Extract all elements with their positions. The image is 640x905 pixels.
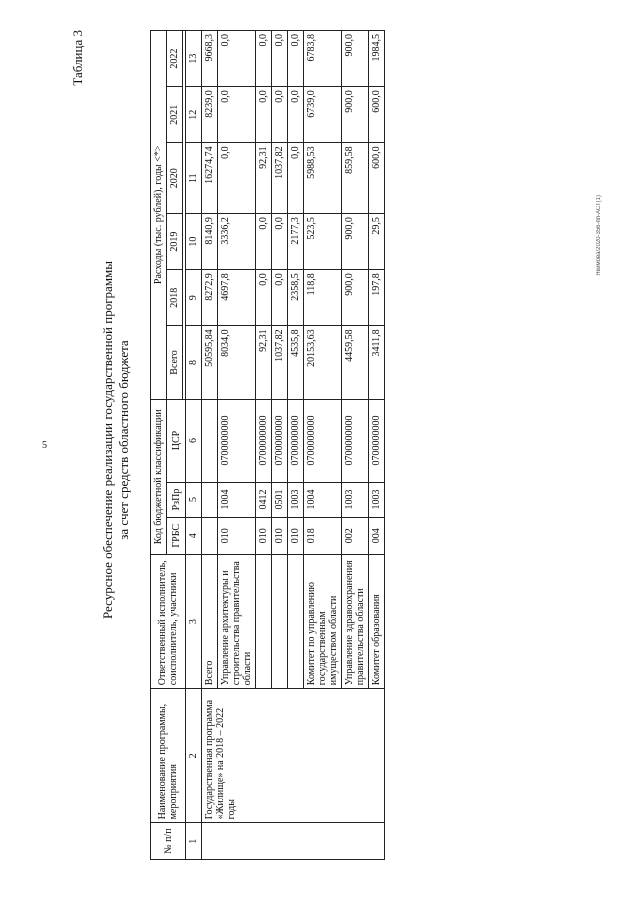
total-cell: 4459,58 [342,326,369,399]
table-label: Таблица 3 [70,30,85,86]
y2018-cell: 2358,5 [288,270,304,326]
col-number: 8 [186,326,202,399]
csr-cell: 0700000000 [369,399,385,482]
csr-cell: 0700000000 [304,399,342,482]
col-number: 13 [186,31,202,87]
header-responsible: Ответственный исполнитель, соисполнитель, участники [151,555,186,689]
y2018-cell: 118,8 [304,270,342,326]
y2019-cell: 0,0 [272,214,288,270]
grbs-cell: 004 [369,517,385,554]
responsible-cell [288,555,304,689]
y2018-cell: 8272,9 [202,270,218,326]
total-cell: 4535,8 [288,326,304,399]
grbs-cell: 002 [342,517,369,554]
col-number: 11 [186,143,202,214]
y2021-cell: 8239,0 [202,87,218,143]
csr-cell: 0700000000 [218,399,256,482]
rzpr-cell: 1003 [342,482,369,517]
header-expenses: Расходы (тыс. рублей), годы <*> [151,31,167,400]
responsible-cell: Всего [202,555,218,689]
y2020-cell: 16274,74 [202,143,218,214]
rzpr-cell: 0412 [256,482,272,517]
row-num-cell [202,823,385,860]
resource-table [150,30,385,860]
col-number: 9 [186,270,202,326]
column-number-row [186,31,202,860]
y2022-cell: 6783,8 [304,31,342,87]
y2019-cell: 2177,3 [288,214,304,270]
header-num: № п/п [151,823,186,860]
table-row [202,31,218,860]
y2020-cell: 859,58 [342,143,369,214]
y2020-cell: 0,0 [218,143,256,214]
responsible-cell [256,555,272,689]
title-line-2: за счет средств областного бюджета [116,340,131,540]
responsible-cell: Комитет образования [369,555,385,689]
rzpr-cell: 1003 [369,482,385,517]
y2019-cell: 29,5 [369,214,385,270]
y2020-cell: 1037,82 [272,143,288,214]
y2022-cell: 0,0 [256,31,272,87]
rzpr-cell: 1004 [218,482,256,517]
total-cell: 50595,84 [202,326,218,399]
y2021-cell: 0,0 [218,87,256,143]
y2019-cell: 3336,2 [218,214,256,270]
responsible-cell: Комитет по управлению государственным имуществом области [304,555,342,689]
header-total: Всего [167,326,183,399]
y2020-cell: 92,31 [256,143,272,214]
y2020-cell: 0,0 [288,143,304,214]
total-cell: 92,31 [256,326,272,399]
y2018-cell: 0,0 [256,270,272,326]
csr-cell: 0700000000 [288,399,304,482]
grbs-cell [202,517,218,554]
header-csr: ЦСР [167,399,186,482]
y2018-cell: 197,8 [369,270,385,326]
header-rzpr: РзПр [167,482,186,517]
grbs-cell: 010 [272,517,288,554]
document-title [100,20,132,860]
y2020-cell: 5988,53 [304,143,342,214]
y2021-cell: 6739,0 [304,87,342,143]
total-cell: 1037,82 [272,326,288,399]
y2022-cell: 0,0 [218,31,256,87]
y2019-cell: 900,0 [342,214,369,270]
y2018-cell: 900,0 [342,270,369,326]
y2021-cell: 900,0 [342,87,369,143]
col-number: 5 [186,482,202,517]
header-row-1 [151,31,167,860]
responsible-cell: Управление здравоохранения правительства области [342,555,369,689]
y2019-cell: 0,0 [256,214,272,270]
responsible-cell [272,555,288,689]
y2022-cell: 0,0 [272,31,288,87]
program-title-cell: Государственная программа «Жилище» на 2018 – 2022 годы [202,689,385,823]
y2021-cell: 0,0 [256,87,272,143]
csr-cell: 0700000000 [272,399,288,482]
grbs-cell: 010 [218,517,256,554]
grbs-cell: 018 [304,517,342,554]
grbs-cell: 010 [288,517,304,554]
rzpr-cell: 1003 [288,482,304,517]
y2021-cell: 0,0 [288,87,304,143]
responsible-cell: Управление архитектуры и строительства правительства области [218,555,256,689]
total-cell: 3411,8 [369,326,385,399]
rzpr-cell: 1004 [304,482,342,517]
col-number: 12 [186,87,202,143]
col-number: 10 [186,214,202,270]
total-cell: 8034,0 [218,326,256,399]
y2018-cell: 4697,8 [218,270,256,326]
header-grbs: ГРБС [167,517,186,554]
rotated-page-content [70,20,610,860]
footer-note: Якимова/2020-356-пп-АСТ(1) [596,195,602,276]
header-2020: 2020 [167,143,183,214]
col-number: 4 [186,517,202,554]
y2021-cell: 600,0 [369,87,385,143]
header-budget-code: Код бюджетной классификации [151,399,167,554]
y2022-cell: 1984,5 [369,31,385,87]
csr-cell: 0700000000 [256,399,272,482]
header-2021: 2021 [167,87,183,143]
rzpr-cell: 0501 [272,482,288,517]
title-line-1: Ресурсное обеспечение реализации государственной программы [100,260,115,620]
total-cell: 20153,63 [304,326,342,399]
csr-cell [202,399,218,482]
grbs-cell: 010 [256,517,272,554]
rzpr-cell [202,482,218,517]
y2020-cell: 600,0 [369,143,385,214]
page-number: 5 [42,440,47,451]
header-2022: 2022 [167,31,183,87]
col-number: 2 [186,689,202,823]
data-rows [202,31,385,860]
header-program-name: Наименование программы, мероприятия [151,689,186,823]
header-2018: 2018 [167,270,183,326]
y2021-cell: 0,0 [272,87,288,143]
y2022-cell: 0,0 [288,31,304,87]
col-number: 3 [186,555,202,689]
csr-cell: 0700000000 [342,399,369,482]
y2019-cell: 523,5 [304,214,342,270]
header-2019: 2019 [167,214,183,270]
y2022-cell: 900,0 [342,31,369,87]
y2018-cell: 0,0 [272,270,288,326]
col-number: 1 [186,823,202,860]
y2019-cell: 8140,9 [202,214,218,270]
col-number: 6 [186,399,202,482]
y2022-cell: 9668,3 [202,31,218,87]
